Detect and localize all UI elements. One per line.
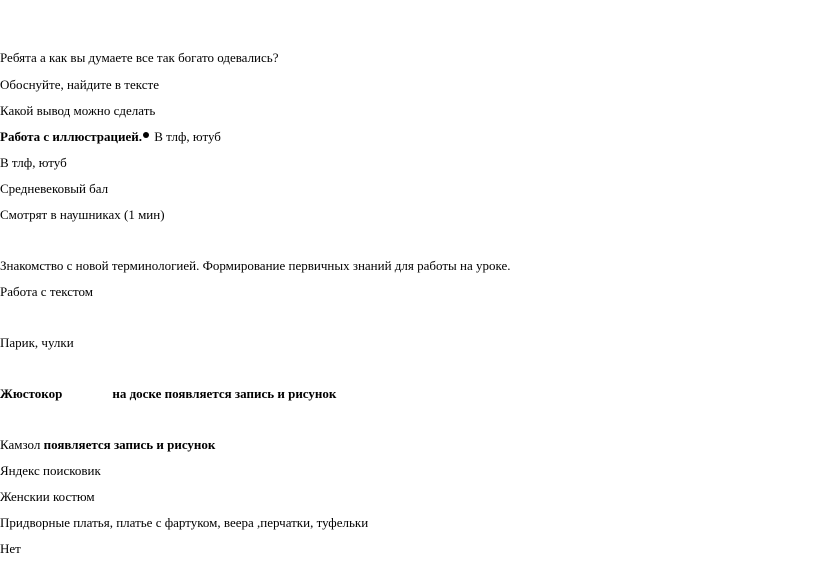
womens-costume-line: Женскии костюм <box>0 489 95 504</box>
board-note: на доске появляется запись и рисунок <box>112 386 337 401</box>
question-dressed-richly: Ребята а как вы думаете все так богато одевались? <box>0 50 279 65</box>
illustrations-label: Работа с иллюстрацией. <box>0 129 142 144</box>
justaucorps-term: Жюстокор <box>0 386 63 401</box>
wig-line: Парик, чулки <box>0 335 74 350</box>
text-work-line: Работа с текстом <box>0 284 94 299</box>
no-line: Нет <box>0 541 21 556</box>
instruction-justify: Обоснуйте, найдите в тексте <box>0 77 159 92</box>
phone-youtube-line: В тлф, ютуб <box>0 155 67 170</box>
yandex-line: Яндекс поисковик <box>0 463 101 478</box>
kamzol-term: Камзол <box>0 437 41 452</box>
medieval-ball-line: Средневековый бал <box>0 181 109 196</box>
illustrations-line <box>0 129 221 145</box>
kamzol-note: появляется запись и рисунок <box>43 437 216 452</box>
headphones-line: Смотрят в наушниках (1 мин) <box>0 207 165 222</box>
court-dresses-line: Придворные платья, платье с фартуком, веера ,перчатки, туфельки <box>0 515 369 530</box>
question-conclusion: Какой вывод можно сделать <box>0 103 156 118</box>
kamzol-line <box>0 437 215 453</box>
illustrations-suffix: В тлф, ютуб <box>154 129 221 144</box>
terminology-line: Знакомство с новой терминологией. Формирование первичных знаний для работы на уроке. <box>0 258 511 273</box>
bullet-icon <box>143 132 149 138</box>
justaucorps-line <box>0 386 336 402</box>
